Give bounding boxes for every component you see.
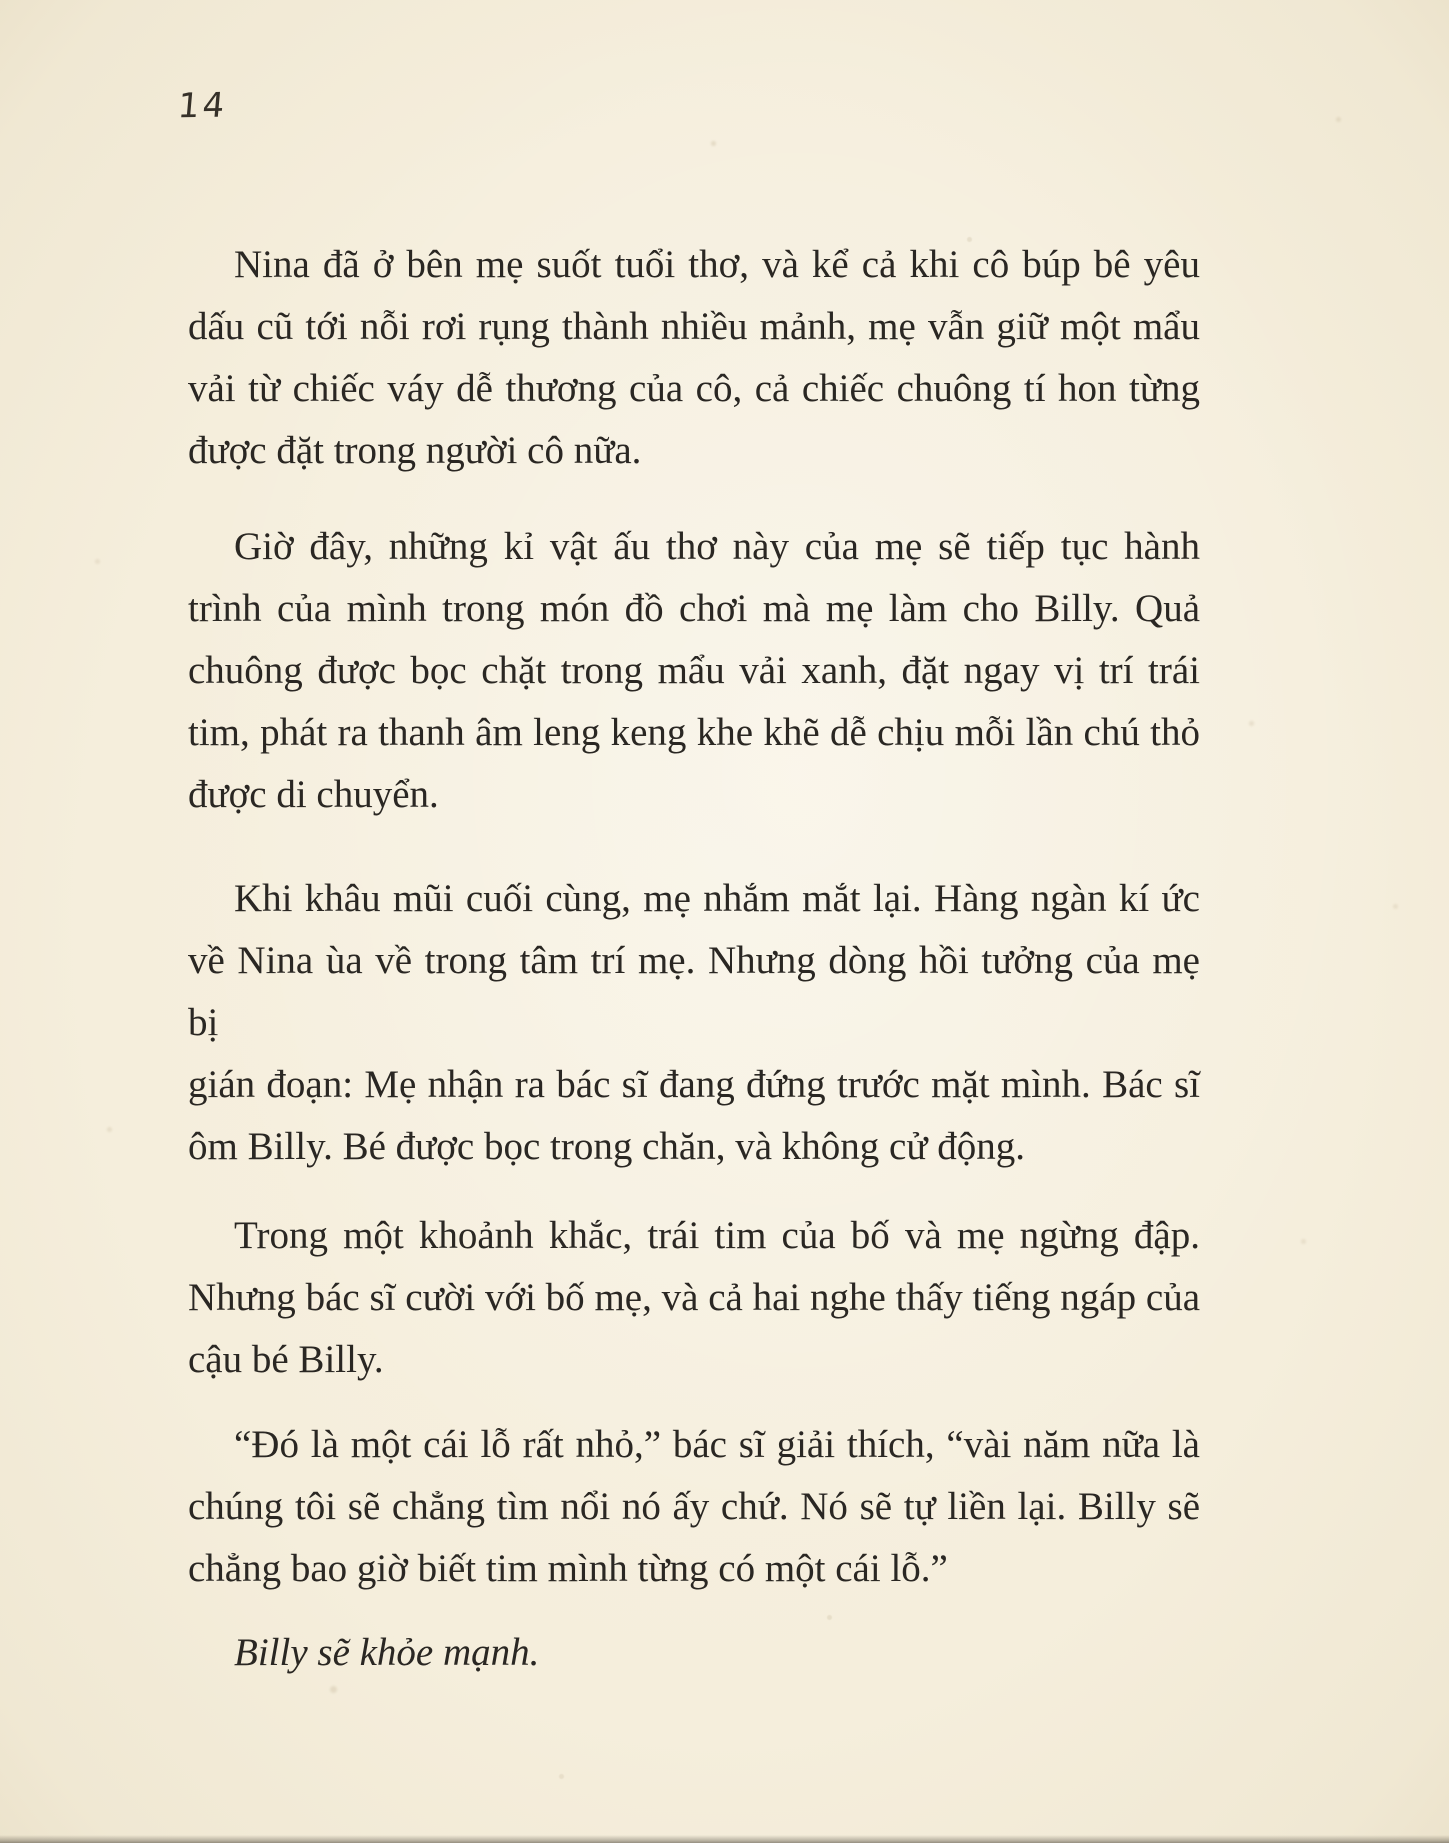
- text-line: trình của mình trong món đồ chơi mà mẹ làm cho Billy. Quả: [188, 587, 1200, 630]
- text-line: Nhưng bác sĩ cười với bố mẹ, và cả hai nghe thấy tiếng ngáp của: [188, 1276, 1200, 1319]
- paragraph: [188, 516, 1200, 826]
- text-line: Giờ đây, những kỉ vật ấu thơ này của mẹ sẽ tiếp tục hành: [234, 525, 1200, 568]
- text-line: Billy sẽ khỏe mạnh.: [234, 1631, 540, 1674]
- page-bottom-edge-shadow: [0, 1835, 1449, 1843]
- text-line: “Đó là một cái lỗ rất nhỏ,” bác sĩ giải thích, “vài năm nữa là: [234, 1423, 1200, 1466]
- paragraph-italic-closing: [188, 1622, 1200, 1684]
- text-line: tim, phát ra thanh âm leng keng khe khẽ dễ chịu mỗi lần chú thỏ: [188, 711, 1200, 754]
- text-line: cậu bé Billy.: [188, 1338, 384, 1381]
- paragraph: [188, 234, 1200, 482]
- text-line: chẳng bao giờ biết tim mình từng có một cái lỗ.”: [188, 1547, 948, 1590]
- text-line: Trong một khoảnh khắc, trái tim của bố và mẹ ngừng đập.: [234, 1214, 1200, 1257]
- text-line: dấu cũ tới nỗi rơi rụng thành nhiều mảnh, mẹ vẫn giữ một mẩu: [188, 305, 1200, 348]
- text-line: Khi khâu mũi cuối cùng, mẹ nhắm mắt lại. Hàng ngàn kí ức: [234, 877, 1200, 920]
- text-line: chuông được bọc chặt trong mẩu vải xanh, đặt ngay vị trí trái: [188, 649, 1200, 692]
- text-line: vải từ chiếc váy dễ thương của cô, cả chiếc chuông tí hon từng: [188, 367, 1200, 410]
- text-line: chúng tôi sẽ chẳng tìm nổi nó ấy chứ. Nó sẽ tự liền lại. Billy sẽ: [188, 1485, 1200, 1528]
- text-line: được di chuyển.: [188, 773, 439, 816]
- paragraph: [188, 1205, 1200, 1391]
- text-line: gián đoạn: Mẹ nhận ra bác sĩ đang đứng trước mặt mình. Bác sĩ: [188, 1063, 1200, 1106]
- body-text: [188, 234, 1200, 1684]
- page-number: 14: [176, 85, 230, 127]
- text-line: được đặt trong người cô nữa.: [188, 429, 642, 472]
- paper-texture-specks: [0, 0, 3, 3]
- text-line: Nina đã ở bên mẹ suốt tuổi thơ, và kể cả khi cô búp bê yêu: [234, 243, 1200, 286]
- paragraph: [188, 1414, 1200, 1600]
- paragraph: [188, 868, 1200, 1178]
- text-line: ôm Billy. Bé được bọc trong chăn, và không cử động.: [188, 1125, 1025, 1168]
- text-line: về Nina ùa về trong tâm trí mẹ. Nhưng dòng hồi tưởng của mẹ bị: [188, 939, 1200, 1044]
